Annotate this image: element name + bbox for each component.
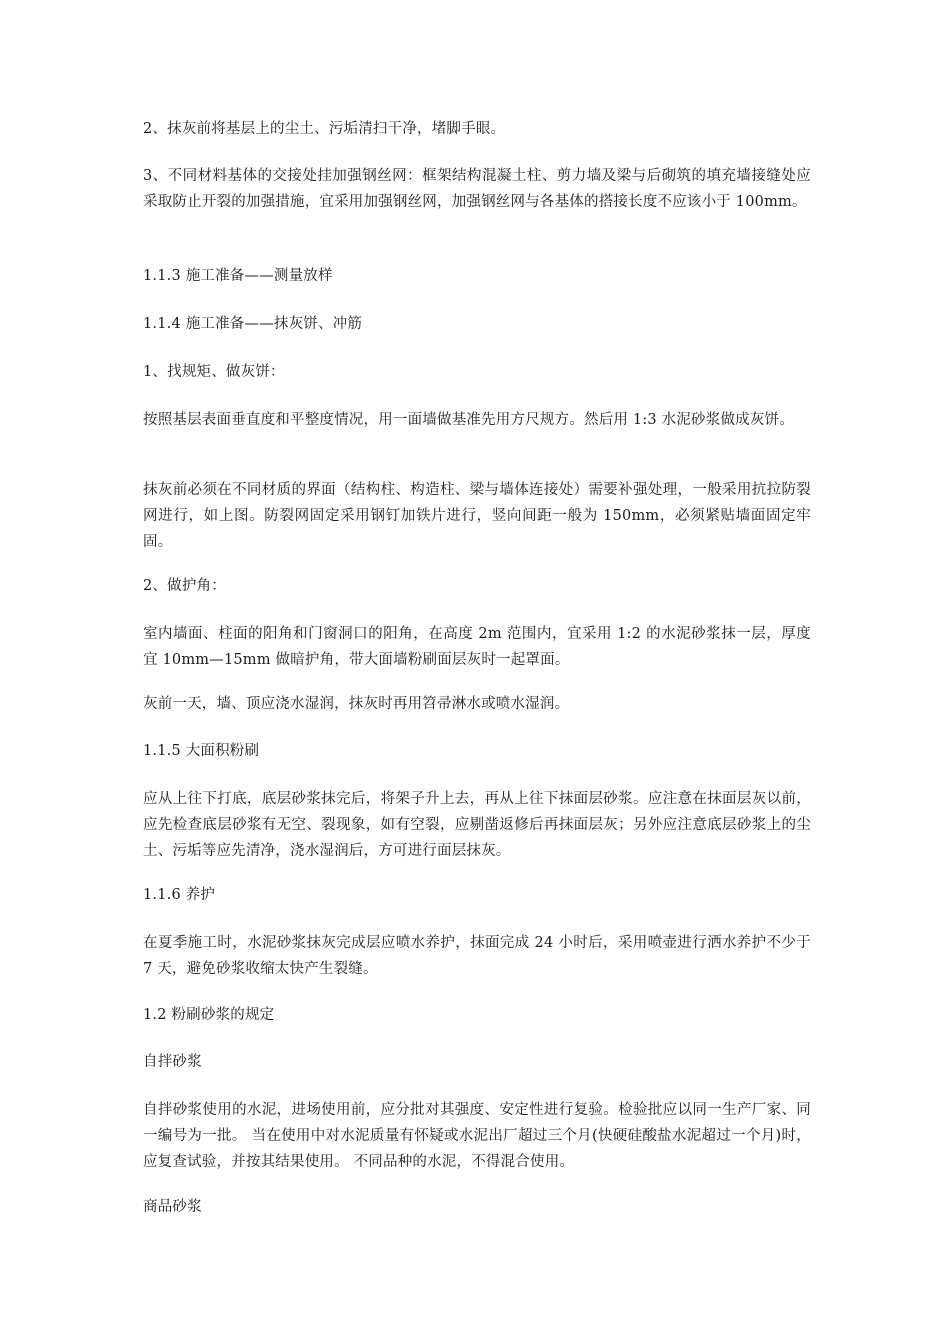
paragraph-wetting: 灰前一天，墙、顶应浇水湿润，抹灰时再用笤帚淋水或喷水湿润。 (143, 696, 570, 712)
paragraph-step-2-corner-guard: 2、做护角： (143, 578, 226, 594)
paragraph-large-area-plastering: 应从上往下打底，底层砂浆抹完后，将架子升上去，再从上往下抹面层砂浆。应注意在抹面层灰以前，应先检查底层砂浆有无空、裂现象，如有空裂，应剔凿返修后再抹面层灰；另外应注意底层砂浆上的尘土、污垢等应先清净，浇水湿润后，方可进行面层抹灰。 (143, 791, 811, 859)
paragraph-corner-guard-detail: 室内墙面、柱面的阳角和门窗洞口的阳角，在高度 2m 范围内，宜采用 1:2 的水泥砂浆抹一层，厚度宜 10mm—15mm 做暗护角，带大面墙粉刷面层灰时一起罩面。 (143, 626, 811, 668)
heading-1-2: 1.2 粉刷砂浆的规定 (143, 1007, 275, 1023)
paragraph-squaring-method: 按照基层表面垂直度和平整度情况，用一面墙做基准先用方尺规方。然后用 1:3 水泥砂浆做成灰饼。 (143, 412, 794, 428)
paragraph-step-3-steel-mesh: 3、不同材料基体的交接处挂加强钢丝网：框架结构混凝土柱、剪力墙及梁与后砌筑的填充墙接缝处应采取防止开裂的加强措施，宜采用加强钢丝网，加强钢丝网与各基体的搭接长度不应该小于 100mm。 (143, 168, 811, 210)
heading-site-mixed-mortar: 自拌砂浆 (143, 1054, 202, 1070)
heading-1-1-6: 1.1.6 养护 (143, 887, 216, 903)
paragraph-site-mixed-mortar-rules: 自拌砂浆使用的水泥，进场使用前，应分批对其强度、安定性进行复验。检验批应以同一生产厂家、同一编号为一批。 当在使用中对水泥质量有怀疑或水泥出厂超过三个月(快硬硅酸盐水泥超过一个月)时，应复查试验，并按其结果使用。 不同品种的水泥，不得混合使用。 (143, 1102, 811, 1170)
heading-1-1-5: 1.1.5 大面积粉刷 (143, 743, 260, 759)
heading-1-1-4: 1.1.4 施工准备——抹灰饼、冲筋 (143, 316, 363, 332)
paragraph-step-2-cleaning: 2、抹灰前将基层上的尘土、污垢清扫干净，堵脚手眼。 (143, 121, 506, 137)
paragraph-crack-resistant-mesh: 抹灰前必须在不同材质的界面（结构柱、构造柱、梁与墙体连接处）需要补强处理，一般采用抗拉防裂网进行，如上图。防裂网固定采用钢钉加铁片进行，竖向间距一般为 150mm，必须紧贴墙面固定牢固。 (143, 482, 811, 550)
paragraph-curing: 在夏季施工时，水泥砂浆抹灰完成层应喷水养护，抹面完成 24 小时后，采用喷壶进行洒水养护不少于 7 天，避免砂浆收缩太快产生裂缝。 (143, 935, 811, 977)
paragraph-step-1-grey-cakes: 1、找规矩、做灰饼： (143, 364, 285, 380)
heading-1-1-3: 1.1.3 施工准备——测量放样 (143, 268, 333, 284)
heading-ready-mixed-mortar: 商品砂浆 (143, 1199, 202, 1215)
